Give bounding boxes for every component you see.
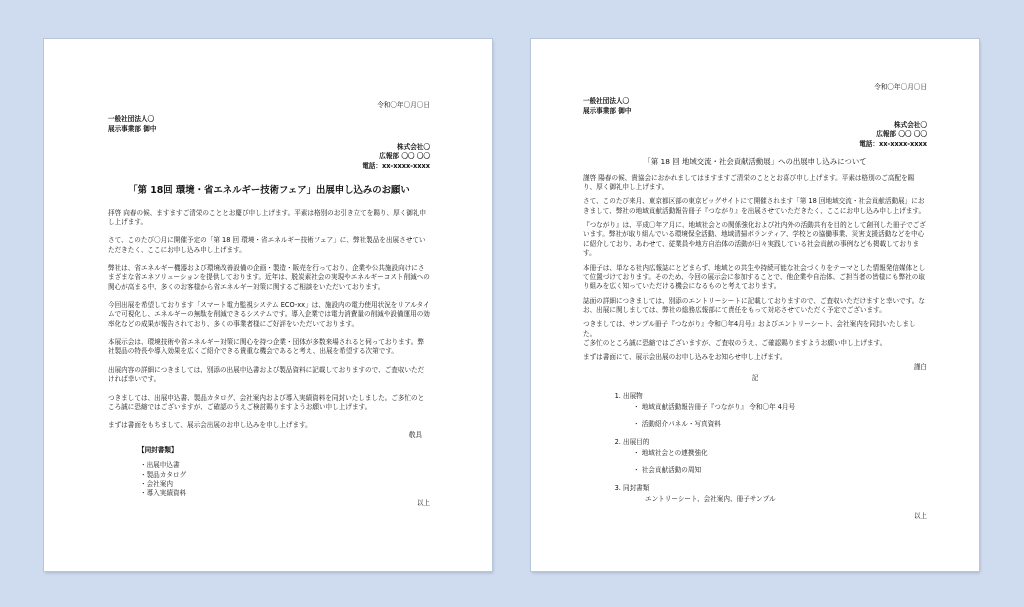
list-item: [623, 484, 927, 505]
paragraph: まずは書面をもちまして、展示会出展のお申し込みを申し上げます。: [108, 421, 312, 430]
sender-dept: 広報部 〇〇 〇〇: [379, 152, 430, 161]
sender-dept: 広報部 〇〇 〇〇: [876, 130, 927, 139]
list-subitem: ・ 社会貢献活動の周知: [633, 466, 702, 475]
paragraph: 弊社は、省エネルギー機器および環境改善設備の企画・製造・販売を行っており、企業や公共施設向けにさまざまな省エネソリューションを提供しております。近年は、脱炭素社会の実現やエネルギーコスト削減への関心が高まる中、多くのお客様から省エネルギー対策に関するご相談をいただいております。: [108, 263, 430, 291]
date: 令和〇年〇月〇日: [377, 101, 430, 109]
enclosure-heading: 【同封書類】: [138, 445, 178, 454]
paragraph: ご多忙のところ誠に恐縮ではございますが、ご査収のうえ、ご確認賜りますようお願い申し上げます。: [583, 339, 887, 348]
paragraph: つきましては、出展申込書、製品カタログ、会社案内および導入実績資料を同封いたしました。ご多忙のところ誠に恐縮ではございますが、ご確認のうえご検討賜りますようお願い申し上げます。: [108, 393, 425, 411]
letter-title: 「第 18 回 地域交流・社会貢献活動展」への出展申し込みについて: [643, 157, 867, 167]
item-heading: 出展物: [623, 391, 643, 400]
paragraph: 謹啓 陽春の候、貴協会におかれましてはますますご清栄のこととお喜び申し上げます。平素は格別のご高配を賜り、厚く御礼申し上げます。: [583, 173, 915, 192]
list-subitem: ・ 地域貢献活動報告冊子『つながり』 令和〇年 4月号: [633, 402, 796, 411]
paragraph: つきましては、サンプル冊子『つながり』令和〇年4月号』およびエントリーシート、会社案内を同封いたしました。: [583, 320, 916, 338]
paragraph: 本展示会は、環境技術や省エネルギー対策に関心を持つ企業・団体が多数来場されると伺っております。弊社製品の特長や導入効果を広くご紹介できる貴重な機会であると考え、出展を希望する次第です。: [108, 338, 424, 356]
paragraph: 出展内容の詳細につきましては、別添の出展申込書および製品資料に記載しておりますので、ご査収いただければ幸いです。: [108, 365, 425, 384]
recipient-dept: 展示事業部 御中: [583, 106, 632, 115]
list-subitem: ・ 地域社会との連携強化: [633, 448, 708, 457]
sender-company: 株式会社〇: [397, 143, 430, 152]
record-list: [583, 392, 927, 505]
document-page-right: [531, 39, 979, 571]
paragraph: まずは書面にて、展示会出展のお申し込みをお知らせ申し上げます。: [583, 353, 787, 362]
recipient-dept: 展示事業部 御中: [108, 124, 157, 133]
end-mark: 以上: [416, 498, 430, 507]
sender-phone: 電話：xx-xxxx-xxxx: [362, 161, 430, 170]
paragraph: さて、このたび来月、東京都区部の東京ビッグサイトにて開催されます「第 18 回地域交流・社会貢献活動展」におきまして、弊社の地域貢献活動報告冊子『つながり』を出展させていただきたく、ここにお申し込み申し上げます。: [583, 197, 926, 215]
closing-word: 謹白: [913, 362, 927, 371]
item-text: エントリーシート、会社案内、冊子サンプル: [645, 495, 776, 504]
ki-heading: 記: [751, 374, 759, 383]
list-item: [623, 392, 927, 430]
date: 令和〇年〇月〇日: [874, 83, 927, 91]
list-item: ・導入実績資料: [140, 489, 187, 498]
list-item: ・製品カタログ: [140, 470, 187, 479]
item-heading: 同封書類: [623, 483, 650, 492]
paragraph: さて、このたび〇月に開催予定の「第 18 回 環境・省エネルギー技術フェア」に、弊社製品を出展させていただきたく、ここにお申し込み申し上げます。: [108, 236, 426, 254]
document-page-left: [44, 39, 492, 571]
list-item: [623, 438, 927, 476]
item-heading: 出展目的: [623, 437, 650, 446]
sender-phone: 電話：xx-xxxx-xxxx: [859, 139, 927, 148]
enclosure-list: [140, 461, 430, 498]
letter-title: 「第 18回 環境・省エネルギー技術フェア」出展申し込みのお願い: [128, 185, 410, 197]
list-subitem: ・ 活動紹介パネル・写真資料: [633, 420, 721, 429]
paragraph: 『つながり』は、平成〇年ア月に、地域社会との関係強化および社内外の活動共有を目的として創刊した冊子でございます。弊社が取り組んでいる環境保全活動、地域清掃ボランティア、学校との協働事業、災害支援活動などを中心に紹介しており、あわせて、従業員や地方自治体の活動が日々実践している社会貢献の事例なども掲載しております。: [583, 221, 926, 258]
end-mark: 以上: [913, 512, 927, 521]
paragraph: 誌面の詳細につきましては、別添のエントリーシートに記載しておりますので、ご査収いただけますと幸いです。なお、出展に関しましては、弊社の総務広報部にて責任をもって対応させていただく予定でございます。: [583, 296, 925, 314]
list-item: ・会社案内: [140, 480, 173, 489]
paragraph: 本冊子は、単なる社内広報誌にとどまらず、地域との共生や持続可能な社会づくりをテーマとした情報発信媒体として位置づけております。そのため、今回の展示会に参加することで、他企業や自治体、ご担当者の皆様にも弊社の取り組みを広く知っていただける機会になるものと考えております。: [583, 263, 926, 291]
closing-word: 敬具: [408, 430, 422, 439]
recipient-org: 一般社団法人〇: [108, 115, 155, 124]
list-item: ・出展申込書: [140, 461, 180, 470]
sender-company: 株式会社〇: [894, 121, 927, 130]
recipient-org: 一般社団法人〇: [583, 97, 630, 106]
paragraph: 拝啓 向春の候、ますますご清栄のこととお慶び申し上げます。平素は格別のお引き立てを賜り、厚く御礼申し上げます。: [108, 208, 427, 226]
paragraph: 今回出展を希望しております「スマート電力監視システム ECO-xx」は、施設内の電力使用状況をリアルタイムで可視化し、エネルギーの無駄を削減できるシステムです。導入企業では電力消費量の削減や設備運用の効率化などの成果が報告されており、多くの事業者様にご好評をいただいております。: [108, 301, 430, 328]
